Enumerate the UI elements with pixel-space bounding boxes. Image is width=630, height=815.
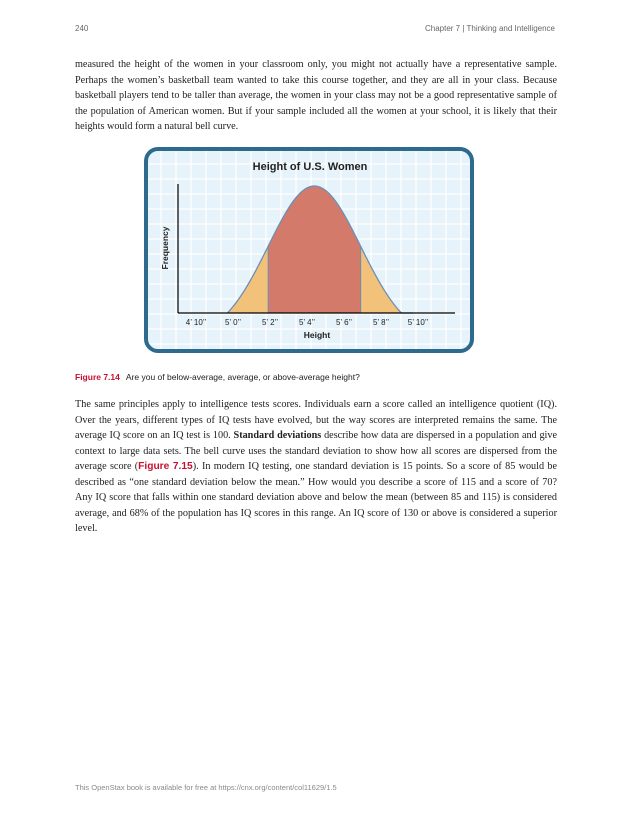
chapter-title: Chapter 7 | Thinking and Intelligence: [424, 24, 555, 33]
figure-label: Figure 7.14: [75, 372, 120, 382]
page-footer: This OpenStax book is available for free at https://cnx.org/content/col11629/1.5: [75, 783, 337, 792]
body-paragraph-1: measured the height of the women in your classroom only, you might not actually have a representative sample. Perhaps the women’s basketball team wanted to take this course together, and they are all in your class. Because basketball players tend to be taller than average, the women in your class may not be a good representative sample of the population of American women. But if your sample included all the women at your school, it is likely that their heights would form a natural bell curve.: [75, 59, 557, 132]
paragraph-2-part-1: The same principles apply to intelligence tests scores. Individuals earn a score called an intelligence quotient (IQ). Over the years, different types of IQ tests have evolved, but the way scores are interpreted remains the same. The average IQ score on an IQ test is 100.: [75, 399, 557, 441]
y-axis-label: Frequency: [160, 226, 170, 270]
x-tick-label: 5’ 10’’: [407, 318, 429, 327]
figure-7-14: [143, 146, 475, 354]
paragraph-2-part-2: describe how data are dispersed in a population and give context to large data sets. The bell curve uses the standard deviation to show how all scores are dispersed from the average score (: [75, 430, 558, 472]
page-number: 240: [75, 24, 89, 33]
x-tick-label: 5’ 4’’: [298, 318, 316, 327]
figure-7-15-link[interactable]: Figure 7.15: [138, 461, 193, 472]
x-tick-label: 5’ 2’’: [261, 318, 279, 327]
term-standard-deviations: Standard deviations: [233, 430, 322, 441]
page-header: [75, 24, 555, 36]
x-axis-label: Height: [303, 330, 331, 340]
paragraph-2-part-3: ). In modern IQ testing, one standard deviation is 15 points. So a score of 85 would be described as “one standard deviation below the mean.” How would you describe a score of 115 and a score of 70? Any IQ score that falls within one standard deviation above and below the mean (between 85 and 115) is considered average, and 68% of the population has IQ scores in this range. An IQ score of 130 or above is considered a superior level.: [75, 461, 557, 534]
figure-caption: [75, 372, 557, 382]
figure-caption-text: Are you of below-average, average, or above-average height?: [125, 372, 360, 382]
x-tick-label: 5’ 6’’: [335, 318, 353, 327]
body-paragraph-2: [75, 397, 557, 537]
chart-title: Height of U.S. Women: [252, 161, 368, 173]
x-tick-label: 5’ 8’’: [372, 318, 390, 327]
bell-curve-chart: [143, 146, 475, 354]
x-tick-label: 5’ 0’’: [224, 318, 242, 327]
x-tick-label: 4’ 10’’: [185, 318, 207, 327]
